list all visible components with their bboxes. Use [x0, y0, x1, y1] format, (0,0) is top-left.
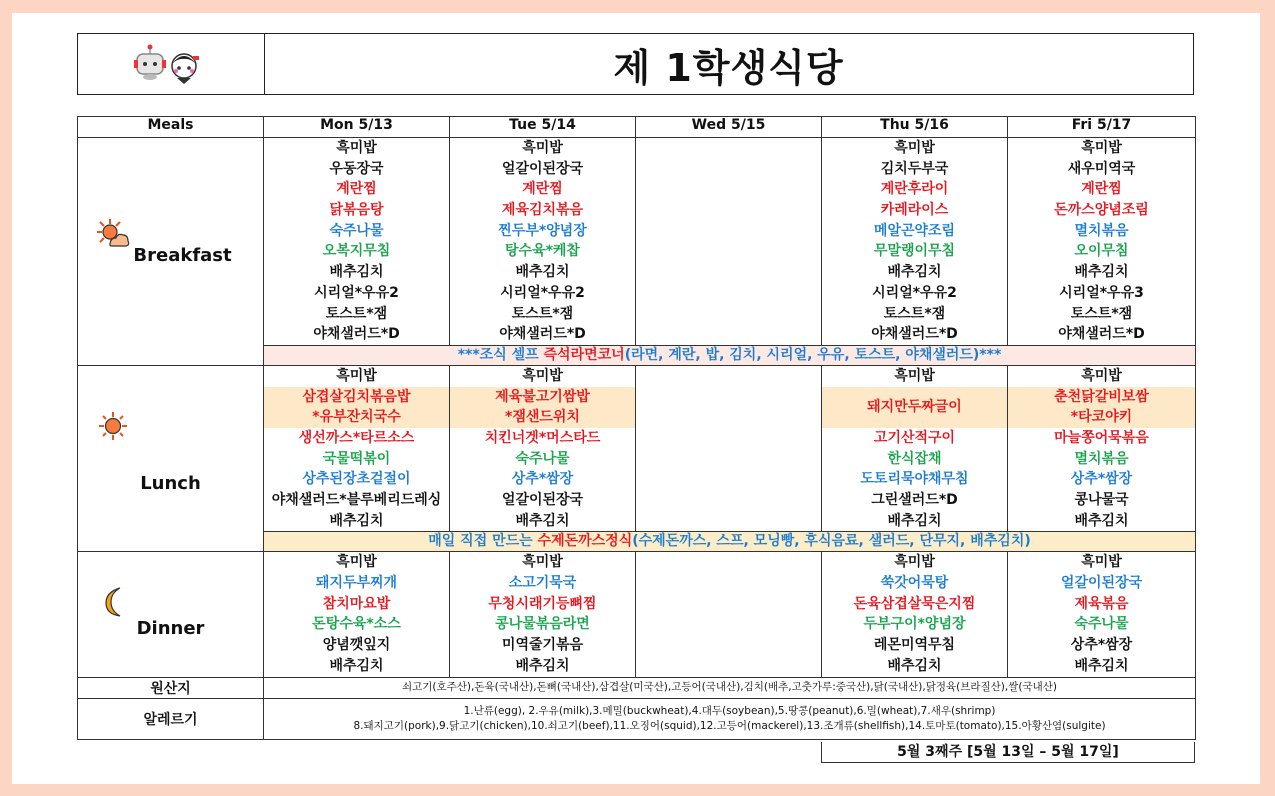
moon-icon	[102, 586, 128, 622]
allergy-label: 알레르기	[78, 698, 264, 739]
menu-item: 얼갈이된장국	[501, 492, 584, 508]
origin-label: 원산지	[78, 677, 264, 698]
week-label: 5월 3째주 [5월 13일 – 5월 17일]	[821, 742, 1195, 763]
menu-item: 흑미밥	[336, 140, 377, 156]
menu-item: 멸치볶음	[1074, 450, 1129, 467]
lunch-fri: 흑미밥 춘천닭갈비보쌈 *타코야키 마늘쫑어묵볶음 멸치볶음 상추*쌈장 콩나물국 배추김치	[1008, 365, 1196, 532]
col-meals: Meals	[78, 117, 264, 138]
allergy-line-2: 8.돼지고기(pork),9.닭고기(chicken),10.쇠고기(beef),11.오징어(squid),12.고등어(mackerel),13.조개류(shellfish),14.토마토(tomato),15.아황산염(sulgite)	[353, 719, 1106, 732]
menu-item: 상추*쌈장	[1070, 471, 1133, 488]
menu-item: 얼갈이된장국	[1060, 575, 1143, 592]
menu-item: 소고기묵국	[508, 575, 577, 592]
menu-item: 멸치볶음	[1074, 222, 1129, 239]
dinner-tue	[450, 552, 636, 677]
origin-text: 쇠고기(호주산),돈육(국내산),돈뼈(국내산),삼겹살(미국산),고등어(국내산),김치(배추,고춧가루:중국산),닭(국내산),닭정육(브라질산),쌀(국내산)	[264, 677, 1196, 698]
menu-item: 숙주나물	[515, 450, 570, 467]
menu-item: 그린샐러드*D	[871, 492, 958, 509]
menu-item: 배추김치	[515, 657, 570, 674]
breakfast-mon	[264, 138, 450, 346]
dinner-wed	[636, 552, 822, 677]
menu-item: 찐두부*양념장	[498, 222, 587, 239]
menu-item: 상추된장초겉절이	[302, 471, 411, 488]
menu-item: 제육김치볶음	[501, 202, 584, 219]
breakfast-banner: ***조식 셀프 즉석라면코너(라면, 계란, 밥, 김치, 시리얼, 우유, 토스트, 야채샐러드)***	[264, 345, 1196, 365]
menu-item: 상추*쌈장	[511, 471, 574, 488]
breakfast-wed	[636, 138, 822, 346]
breakfast-thu	[822, 138, 1008, 346]
menu-item: 배추김치	[1074, 264, 1129, 281]
menu-item: 배추김치	[887, 512, 942, 529]
menu-item: 토스트*잼	[511, 305, 574, 322]
menu-item: 계란찜	[522, 181, 563, 198]
menu-item: 배추김치	[887, 264, 942, 281]
menu-item: 계란후라이	[880, 181, 949, 198]
header	[77, 33, 1194, 95]
menu-item: 새우미역국	[1067, 160, 1136, 177]
origin-row	[78, 677, 1196, 698]
menu-item: 계란찜	[336, 181, 377, 198]
breakfast-row	[78, 138, 1196, 346]
menu-item: 무청시래기등뼈찜	[488, 595, 597, 612]
menu-item: 시리얼*우유2	[314, 284, 399, 301]
menu-item: 흑미밥	[522, 140, 563, 156]
menu-item: 배추김치	[1074, 512, 1129, 529]
breakfast-label: Breakfast	[133, 244, 232, 266]
menu-item: 야채샐러드*D	[499, 326, 586, 343]
lunch-mon: 흑미밥 삼겹살김치볶음밥 *유부잔치국수 생선까스*타르소스 국물떡볶이 상추된장초겉절이 야채샐러드*블루베리드레싱 배추김치	[264, 365, 450, 532]
menu-item: 계란찜	[1081, 181, 1122, 198]
menu-item: 치킨너겟*머스타드	[484, 429, 601, 446]
allergy-row	[78, 698, 1196, 739]
menu-item: 흑미밥	[522, 554, 563, 571]
lunch-label: Lunch	[140, 473, 201, 495]
lunch-tue: 흑미밥 제육불고기쌈밥 *잼샌드위치 치킨너겟*머스타드 숙주나물 상추*쌈장 얼갈이된장국 배추김치	[450, 365, 636, 532]
col-tue: Tue 5/14	[450, 117, 636, 138]
col-wed: Wed 5/15	[636, 117, 822, 138]
col-mon: Mon 5/13	[264, 117, 450, 138]
menu-item: 배추김치	[329, 264, 384, 281]
menu-item: 시리얼*우유2	[500, 284, 585, 301]
lunch-row	[78, 365, 1196, 532]
menu-item: 메알곤약조림	[873, 222, 956, 239]
menu-item: 야채샐러드*블루베리드레싱	[271, 492, 442, 508]
sun-icon	[98, 411, 128, 445]
menu-item: 숙주나물	[1074, 616, 1129, 633]
menu-item: 생선까스*타르소스	[298, 429, 415, 446]
menu-item: 배추김치	[515, 512, 570, 529]
menu-item: 시리얼*우유2	[872, 284, 957, 301]
menu-item: 시리얼*우유3	[1059, 284, 1144, 301]
menu-item: 배추김치	[329, 657, 384, 674]
menu-item: 오복지무침	[322, 243, 391, 260]
col-fri: Fri 5/17	[1008, 117, 1196, 138]
menu-item: 흑미밥	[1081, 140, 1122, 156]
menu-item: 흑미밥	[336, 554, 377, 571]
menu-item: 배추김치	[1074, 657, 1129, 674]
dinner-mon	[264, 552, 450, 677]
menu-item: 흑미밥	[1081, 554, 1122, 571]
breakfast-fri	[1008, 138, 1196, 346]
header-row	[78, 117, 1196, 138]
allergy-line-1: 1.난류(egg), 2.우유(milk),3.메밀(buckwheat),4.대두(soybean),5.땅콩(peanut),6.밀(wheat),7.새우(shrimp)	[463, 704, 996, 717]
menu-item: 카레라이스	[880, 202, 949, 219]
menu-item: 양념깻잎지	[322, 637, 391, 654]
dinner-label: Dinner	[136, 617, 205, 639]
menu-item: 흑미밥	[894, 140, 935, 156]
menu-item: 배추김치	[329, 512, 384, 529]
menu-item: 두부구이*양념장	[863, 616, 966, 633]
menu-item: 얼갈이된장국	[501, 160, 584, 177]
robot-mascot-logo-icon	[78, 34, 264, 94]
menu-item: 도토리묵야채무침	[860, 471, 969, 488]
lunch-thu: 흑미밥 돼지만두짜글이 고기산적구이 한식잡채 도토리묵야채무침 그린샐러드*D 배추김치	[822, 365, 1008, 532]
menu-item: 토스트*잼	[325, 305, 388, 322]
breakfast-label-cell	[78, 138, 264, 366]
col-thu: Thu 5/16	[822, 117, 1008, 138]
menu-item: 토스트*잼	[883, 305, 946, 322]
menu-item: 무말랭이무침	[873, 243, 956, 260]
menu-item: 레몬미역무침	[873, 637, 956, 654]
menu-item: 숙주나물	[329, 222, 384, 239]
menu-table	[77, 116, 1196, 740]
menu-item: 돈육삼겹살묵은지찜	[853, 595, 976, 612]
dinner-thu	[822, 552, 1008, 677]
menu-item: 토스트*잼	[1070, 305, 1133, 322]
menu-item: 야채샐러드*D	[1058, 326, 1145, 343]
menu-item: 미역줄기볶음	[501, 637, 584, 654]
lunch-label-cell	[78, 365, 264, 552]
menu-item: 김치두부국	[880, 160, 949, 177]
menu-item: 탕수육*케찹	[505, 243, 580, 260]
allergy-text	[264, 698, 1196, 739]
sun-cloud-icon	[96, 218, 130, 256]
menu-item: 야채샐러드*D	[871, 326, 958, 343]
menu-item: 돈까스양념조림	[1054, 202, 1149, 219]
dinner-fri	[1008, 552, 1196, 677]
menu-item: 닭볶음탕	[329, 202, 384, 219]
menu-item: 상추*쌈장	[1070, 637, 1133, 654]
menu-item: 쑥갓어묵탕	[880, 575, 949, 592]
logo-cell	[78, 34, 265, 94]
lunch-banner: 매일 직접 만드는 수제돈까스정식(수제돈까스, 스프, 모닝빵, 후식음료, 샐러드, 단무지, 배추김치)	[264, 532, 1196, 552]
menu-item: 배추김치	[887, 657, 942, 674]
page-title: 제 1학생식당	[613, 45, 844, 90]
menu-item: 야채샐러드*D	[313, 326, 400, 343]
menu-item: 오이무침	[1074, 243, 1129, 260]
menu-item: 한식잡채	[887, 450, 942, 467]
menu-item: 콩나물국	[1074, 492, 1129, 508]
menu-item: 배추김치	[515, 264, 570, 281]
dinner-label-cell	[78, 552, 264, 677]
menu-item: 돈탕수육*소스	[312, 616, 401, 633]
menu-item: 국물떡볶이	[322, 450, 391, 467]
menu-item: 제육볶음	[1074, 595, 1129, 612]
breakfast-tue	[450, 138, 636, 346]
menu-item: 콩나물볶음라면	[495, 616, 590, 633]
menu-item: 마늘쫑어묵볶음	[1054, 429, 1149, 446]
lunch-wed	[636, 365, 822, 532]
menu-item: 돼지두부찌개	[315, 575, 398, 592]
menu-item: 우동장국	[329, 160, 384, 177]
dinner-row	[78, 552, 1196, 677]
menu-item: 흑미밥	[894, 554, 935, 571]
menu-item: 고기산적구이	[873, 429, 956, 446]
menu-item: 참치마요밥	[322, 595, 391, 612]
